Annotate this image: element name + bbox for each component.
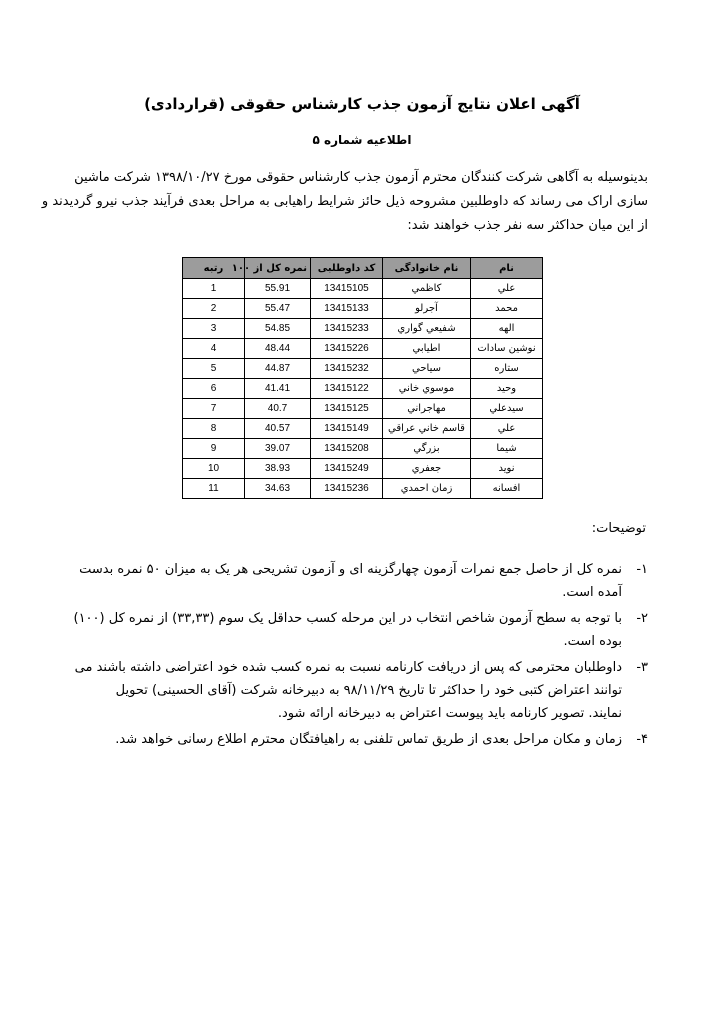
results-body	[183, 279, 543, 499]
cell-rank: 10	[183, 459, 245, 479]
cell-code: 13415208	[311, 439, 383, 459]
cell-name: سيدعلي	[471, 399, 543, 419]
table-row	[183, 379, 543, 399]
table-row	[183, 299, 543, 319]
intro-line: سازی اراک می رساند که داوطلبین مشروحه ذیل حائز شرایط راهیابی به مراحل بعدی فرآیند جذب نیرو گردیدند و	[41, 194, 648, 209]
results-table	[182, 257, 543, 499]
cell-family: موسوي خاني	[383, 379, 471, 399]
header-name: نام	[471, 258, 543, 279]
cell-name: محمد	[471, 299, 543, 319]
table-row	[183, 439, 543, 459]
cell-name: الهه	[471, 319, 543, 339]
cell-family: كاظمي	[383, 279, 471, 299]
cell-score: 48.44	[245, 339, 311, 359]
cell-score: 40.57	[245, 419, 311, 439]
cell-code: 13415149	[311, 419, 383, 439]
intro-paragraph	[41, 166, 648, 238]
table-header-row	[183, 258, 543, 279]
cell-name: علي	[471, 419, 543, 439]
note-number: ۴-	[636, 732, 648, 747]
cell-code: 13415226	[311, 339, 383, 359]
note-item	[78, 558, 648, 604]
note-line: نمایند. تصویر کارنامه باید پیوست اعتراض به دبیرخانه ارائه شود.	[277, 706, 622, 721]
cell-family: زمان احمدي	[383, 479, 471, 499]
cell-rank: 2	[183, 299, 245, 319]
note-number: ۱-	[636, 562, 648, 577]
cell-code: 13415249	[311, 459, 383, 479]
note-line: آمده است.	[562, 585, 622, 600]
cell-family: قاسم خاني عراقي	[383, 419, 471, 439]
cell-score: 40.7	[245, 399, 311, 419]
note-line: داوطلبان محترمی که پس از دریافت کارنامه نسبت به نمره کسب شده خود اعتراضی داشته باشند می	[74, 660, 622, 675]
notes-list	[73, 558, 648, 754]
cell-name: نوشين سادات	[471, 339, 543, 359]
cell-rank: 9	[183, 439, 245, 459]
cell-score: 41.41	[245, 379, 311, 399]
cell-family: آجرلو	[383, 299, 471, 319]
note-number: ۲-	[636, 611, 648, 626]
note-item	[73, 607, 648, 653]
cell-rank: 7	[183, 399, 245, 419]
table-row	[183, 279, 543, 299]
intro-line: بدینوسیله به آگاهی شرکت کنندگان محترم آزمون جذب کارشناس حقوقی مورخ ۱۳۹۸/۱۰/۲۷ شرکت ماشین	[74, 170, 648, 185]
cell-score: 34.63	[245, 479, 311, 499]
table-row	[183, 459, 543, 479]
cell-score: 44.87	[245, 359, 311, 379]
header-family: نام خانوادگی	[383, 258, 471, 279]
cell-family: جعفري	[383, 459, 471, 479]
cell-family: مهاجراني	[383, 399, 471, 419]
intro-line: از این میان حداکثر سه نفر جذب خواهند شد:	[407, 218, 648, 233]
cell-name: علي	[471, 279, 543, 299]
table-row	[183, 359, 543, 379]
note-line: زمان و مکان مراحل بعدی از طریق تماس تلفنی به راهیافتگان محترم اطلاع رسانی خواهد شد.	[115, 732, 622, 747]
notes-heading: توضیحات:	[591, 521, 646, 536]
cell-name: شيما	[471, 439, 543, 459]
cell-rank: 3	[183, 319, 245, 339]
cell-code: 13415133	[311, 299, 383, 319]
table-row	[183, 319, 543, 339]
note-item	[74, 656, 648, 725]
cell-score: 39.07	[245, 439, 311, 459]
note-line: با توجه به سطح آزمون شاخص انتخاب در این مرحله کسب حداقل یک سوم (۳۳,۳۳) از نمره کل (۱۰۰)	[73, 611, 622, 626]
page-title: آگهی اعلان نتایج آزمون جذب کارشناس حقوقی (قراردادی)	[144, 95, 580, 113]
cell-rank: 6	[183, 379, 245, 399]
cell-score: 55.47	[245, 299, 311, 319]
table-row	[183, 339, 543, 359]
cell-family: بزرگي	[383, 439, 471, 459]
header-score: نمره کل از ۱۰۰	[245, 258, 311, 279]
cell-rank: 5	[183, 359, 245, 379]
header-rank: رتبه	[183, 258, 245, 279]
note-line: توانند اعتراض کتبی خود را حداکثر تا تاریخ ۹۸/۱۱/۲۹ به دبیرخانه شرکت (آقای الحسینی) تحویل	[115, 683, 622, 698]
cell-score: 38.93	[245, 459, 311, 479]
cell-code: 13415122	[311, 379, 383, 399]
cell-name: وحيد	[471, 379, 543, 399]
table-row	[183, 419, 543, 439]
note-item	[78, 728, 648, 751]
note-number: ۳-	[636, 660, 648, 675]
note-line: بوده است.	[563, 634, 622, 649]
cell-family: سياحي	[383, 359, 471, 379]
cell-score: 55.91	[245, 279, 311, 299]
cell-score: 54.85	[245, 319, 311, 339]
cell-code: 13415105	[311, 279, 383, 299]
cell-name: افسانه	[471, 479, 543, 499]
cell-code: 13415233	[311, 319, 383, 339]
page-subtitle: اطلاعیه شماره ۵	[312, 133, 412, 147]
cell-rank: 11	[183, 479, 245, 499]
cell-rank: 8	[183, 419, 245, 439]
table-row	[183, 399, 543, 419]
cell-family: اطيابي	[383, 339, 471, 359]
cell-family: شفيعي گواري	[383, 319, 471, 339]
cell-code: 13415236	[311, 479, 383, 499]
cell-rank: 1	[183, 279, 245, 299]
header-code: کد داوطلبی	[311, 258, 383, 279]
cell-rank: 4	[183, 339, 245, 359]
cell-name: ستاره	[471, 359, 543, 379]
cell-code: 13415232	[311, 359, 383, 379]
cell-code: 13415125	[311, 399, 383, 419]
table-row	[183, 479, 543, 499]
note-line: نمره کل از حاصل جمع نمرات آزمون چهارگزینه ای و آزمون تشریحی هر یک به میزان ۵۰ نمره بدست	[79, 562, 622, 577]
cell-name: نويد	[471, 459, 543, 479]
